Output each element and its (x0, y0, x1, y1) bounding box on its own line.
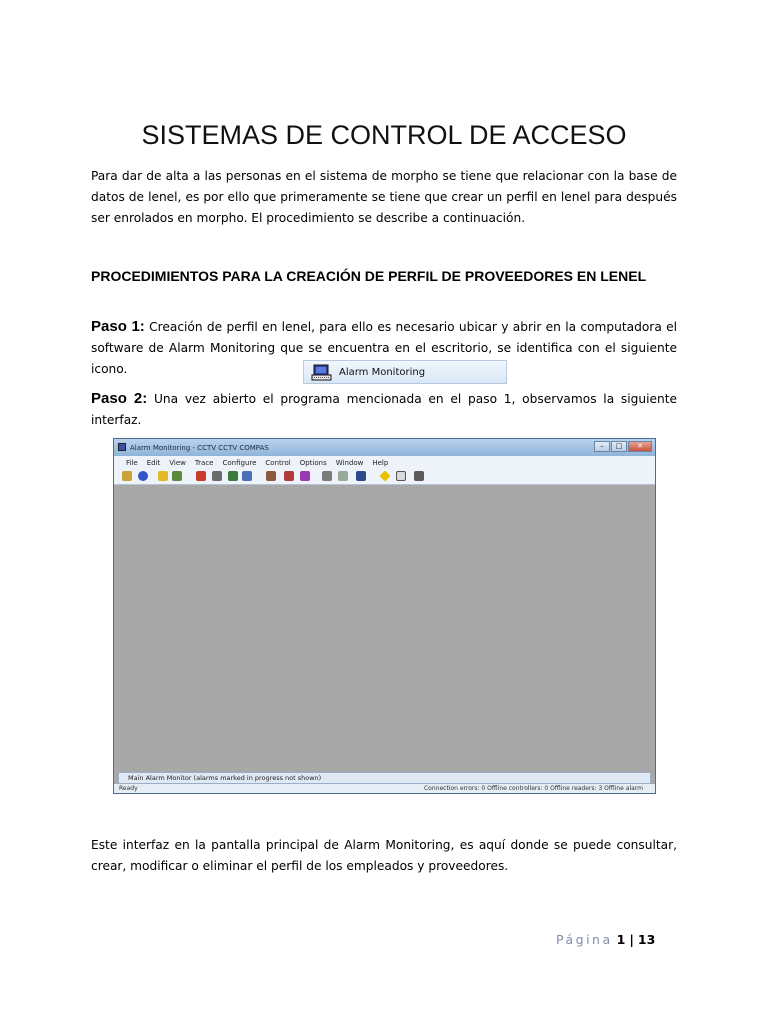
page-word: Página (556, 932, 613, 947)
page-total: 13 (637, 932, 656, 947)
toolbar-key-icon[interactable] (122, 471, 132, 481)
step-2-paragraph (91, 388, 677, 431)
toolbar-alarm-icon[interactable] (196, 471, 206, 481)
menu-file[interactable]: File (126, 458, 138, 467)
status-bar (114, 784, 655, 793)
menu-edit[interactable]: Edit (146, 458, 161, 467)
window-controls (594, 441, 652, 452)
page-footer (556, 932, 655, 947)
menu-help[interactable]: Help (372, 458, 389, 467)
toolbar-diamond-icon[interactable] (379, 470, 390, 481)
step-1-text: Creación de perfil en lenel, para ello es necesario ubicar y abrir en la computadora el software de Alarm Monitoring que se encuentra en el escritorio, se identifica con el siguiente icono. (91, 320, 677, 376)
alarm-monitor-tab[interactable]: Main Alarm Monitor (alarms marked in progress not shown) (118, 772, 651, 784)
status-ready: Ready (119, 785, 138, 792)
section-heading: PROCEDIMIENTOS PARA LA CREACIÓN DE PERFIL DE PROVEEDORES EN LENEL (91, 268, 647, 284)
minimize-button[interactable]: – (594, 441, 610, 452)
menu-view[interactable]: View (169, 458, 186, 467)
step-2-label: Paso 2: (91, 390, 148, 407)
outro-paragraph: Este interfaz en la pantalla principal de Alarm Monitoring, es aquí donde se puede consultar, crear, modificar o eliminar el perfil de los empleados y proveedores. (91, 838, 677, 873)
toolbar (114, 469, 655, 485)
toolbar-report-icon[interactable] (396, 471, 406, 481)
document-title: SISTEMAS DE CONTROL DE ACCESO (141, 120, 627, 150)
page-number: 1 (616, 932, 626, 947)
menu-trace[interactable]: Trace (194, 458, 214, 467)
intro-paragraph: Para dar de alta a las personas en el sistema de morpho se tiene que relacionar con la base de datos de lenel, es por ello que primeramente se tiene que crear un perfil en lenel para después ser enrolados en morpho. El procedimiento se describe a continuación. (91, 169, 677, 225)
menu-control[interactable]: Control (265, 458, 291, 467)
window-title: Alarm Monitoring - CCTV CCTV COMPAS (130, 443, 269, 452)
step-2-text: Una vez abierto el programa mencionada en el paso 1, observamos la siguiente interfaz. (91, 392, 677, 427)
toolbar-door-open-icon[interactable] (266, 471, 276, 481)
toolbar-warning-icon[interactable] (158, 471, 168, 481)
menu-window[interactable]: Window (335, 458, 364, 467)
client-area (114, 485, 655, 771)
toolbar-chat-icon[interactable] (138, 471, 148, 481)
alarm-monitoring-screenshot (113, 438, 656, 794)
toolbar-check-icon[interactable] (338, 471, 348, 481)
toolbar-monitor-icon[interactable] (242, 471, 252, 481)
page-separator: | (629, 932, 634, 947)
menu-configure[interactable]: Configure (222, 458, 257, 467)
toolbar-print-icon[interactable] (414, 471, 424, 481)
step-1-label: Paso 1: (91, 318, 145, 335)
toolbar-badge-icon[interactable] (228, 471, 238, 481)
toolbar-paint-icon[interactable] (300, 471, 310, 481)
menu-bar (114, 456, 655, 469)
toolbar-user-icon[interactable] (356, 471, 366, 481)
maximize-button[interactable]: □ (611, 441, 627, 452)
alarm-monitoring-label: Alarm Monitoring (339, 366, 426, 378)
window-title-bar (114, 439, 655, 456)
toolbar-door-close-icon[interactable] (284, 471, 294, 481)
toolbar-back-icon[interactable] (322, 471, 332, 481)
close-button[interactable]: ✕ (628, 441, 652, 452)
toolbar-tree-icon[interactable] (172, 471, 182, 481)
menu-options[interactable]: Options (299, 458, 327, 467)
toolbar-camera-icon[interactable] (212, 471, 222, 481)
alarm-monitoring-icon (311, 364, 333, 381)
status-stats: Connection errors: 0 Offline controllers: 0 Offline readers: 3 Offline alarm (423, 785, 643, 792)
alarm-monitoring-shortcut[interactable] (303, 360, 507, 384)
app-icon (118, 443, 126, 451)
